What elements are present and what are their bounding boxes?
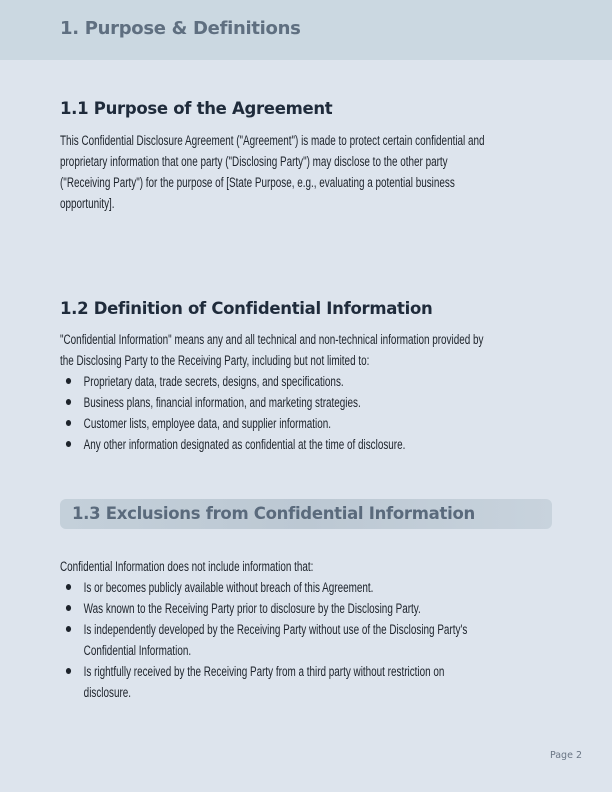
bullet-icon	[66, 399, 71, 405]
paragraph-line: the Disclosing Party to the Receiving Party, including but not limited to:	[60, 353, 370, 368]
list-item: Business plans, financial information, and marketing strategies.	[60, 392, 578, 413]
list-item: Proprietary data, trade secrets, designs, and specifications.	[60, 371, 578, 392]
exclusions-bullet-list	[60, 577, 578, 703]
exclusions-block	[60, 556, 578, 703]
page-number: Page 2	[549, 750, 582, 761]
list-item: Was known to the Receiving Party prior to disclosure by the Disclosing Party.	[60, 598, 578, 619]
definition-bullet-list	[60, 371, 578, 455]
subsection-heading-exclusions: 1.3 Exclusions from Confidential Information	[72, 504, 475, 523]
section-title: 1. Purpose & Definitions	[60, 18, 301, 39]
list-item: Any other information designated as confidential at the time of disclosure.	[60, 434, 578, 455]
subsection-heading-purpose: 1.1 Purpose of the Agreement	[60, 99, 333, 118]
subsection-heading-definition: 1.2 Definition of Confidential Information	[60, 299, 433, 318]
definition-block	[60, 329, 578, 455]
paragraph-line: "Confidential Information" means any and all technical and non-technical information provided by	[60, 332, 484, 347]
list-item: Is rightfully received by the Receiving Party from a third party without restriction on disclosure.	[60, 661, 578, 703]
section-header-band	[0, 0, 612, 60]
paragraph-line: ("Receiving Party") for the purpose of [State Purpose, e.g., evaluating a potential business	[60, 175, 455, 190]
subsection-heading-highlight	[60, 499, 552, 529]
list-item: Is independently developed by the Receiving Party without use of the Disclosing Party's Confidential Information.	[60, 619, 578, 661]
paragraph-line: proprietary information that one party ("Disclosing Party") may disclose to the other party	[60, 154, 448, 169]
purpose-paragraph	[60, 130, 578, 214]
bullet-icon	[66, 605, 71, 611]
bullet-icon	[66, 420, 71, 426]
paragraph-line: opportunity].	[60, 196, 115, 211]
list-item: Customer lists, employee data, and supplier information.	[60, 413, 578, 434]
bullet-icon	[66, 584, 71, 590]
bullet-icon	[66, 378, 71, 384]
bullet-icon	[66, 668, 71, 674]
paragraph-line: This Confidential Disclosure Agreement ("Agreement") is made to protect certain confidential and	[60, 133, 485, 148]
bullet-icon	[66, 626, 71, 632]
paragraph-line: Confidential Information does not include information that:	[60, 559, 314, 574]
bullet-icon	[66, 441, 71, 447]
list-item: Is or becomes publicly available without breach of this Agreement.	[60, 577, 578, 598]
